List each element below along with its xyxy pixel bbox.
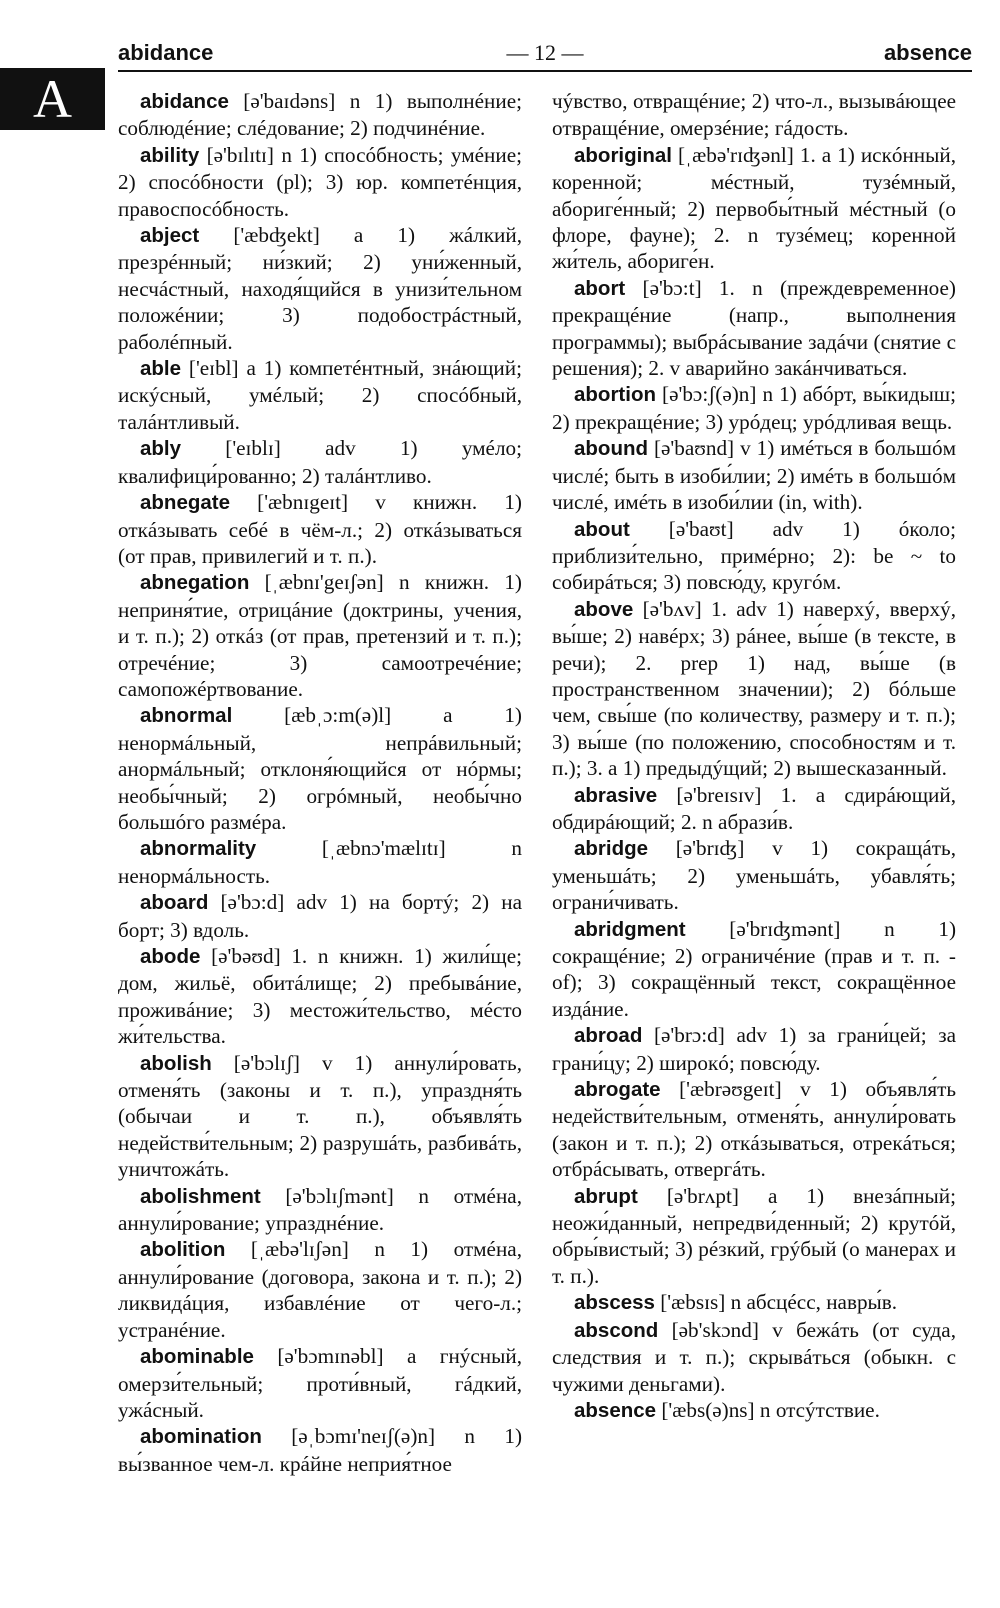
entry-definition: a гнýсный, омерзи́тельный; проти́вный, гáдкий, ужáсный.	[118, 1344, 522, 1422]
entry-definition: n абсцéсс, навры́в.	[730, 1290, 898, 1315]
entry-definition: n 1) спосóбность; умéние; 2) спосóбности (pl); 3) юр. компетéнция, правоспосóбность.	[118, 142, 523, 221]
right-column	[552, 88, 956, 1424]
entry-definition: adv 1) óколо; приблизи́тельно, примéрно; 2): be ~ to собирáться; 3) повсю́ду, кругóм.	[552, 516, 956, 595]
entry-headword: abomination	[140, 1425, 262, 1449]
entry-definition: v 1) имéться в большóм числé; быть в изоби́лии; 2) имéть в большóм числé, имéть в изоби́лии (in, with).	[552, 436, 956, 515]
left-column	[118, 88, 522, 1477]
entry-definition: adv 1) на бортý; 2) на борт; 3) вдоль.	[118, 890, 522, 942]
dictionary-entry	[118, 1183, 522, 1237]
dictionary-entry	[552, 1289, 956, 1316]
entry-headword: abnormal	[140, 704, 233, 728]
entry-definition: a 1) жáлкий, презрéнный; ни́зкий; 2) уни́женный, несчáстный, находя́щийся в унизи́тельном положéнии; 3) подобострáстный, раболéпный.	[118, 223, 522, 354]
entry-transcription: [ˌæbə'lɪʃən]	[225, 1237, 375, 1262]
entry-transcription: [ə'brʌpt]	[637, 1183, 768, 1208]
entry-transcription: [əˌbɔmɪ'neɪʃ(ə)n]	[261, 1424, 465, 1449]
dictionary-entry	[118, 1343, 522, 1423]
entry-headword: absence	[574, 1398, 657, 1422]
entry-headword: abrasive	[574, 783, 658, 807]
entry-headword: abscess	[574, 1291, 655, 1315]
entry-definition: v 1) аннули́ровать, отменя́ть (законы и т. п.), упраздня́ть (обычаи и т. п.), объявля́ть недействи́тельным; 2) разрушáть, разбивáть, уничтожáть.	[118, 1050, 522, 1182]
entry-definition: n 1) отмéна, аннули́рование (договора, закона и т. п.); 2) ликвидáция, избавлéние от чего-л.; устранéние.	[118, 1237, 522, 1342]
dictionary-entry	[552, 142, 956, 275]
entry-transcription: ['æbs(ə)ns]	[656, 1397, 760, 1422]
entry-headword: aboard	[140, 891, 209, 915]
entry-definition: n ненормáльность.	[118, 836, 522, 888]
header-right-guideword: absence	[883, 40, 972, 65]
page-header	[118, 40, 972, 72]
entry-headword: abridgment	[574, 917, 686, 941]
entry-definition: a 1) компетéнтный, знáющий; искýсный, умéлый; 2) спосóбный, талáнтливый.	[118, 356, 523, 434]
dictionary-entry	[552, 916, 956, 1023]
entry-headword: abnormality	[140, 837, 257, 861]
entry-definition: 1. adv 1) наверхý, вверхý, вы́ше; 2) навéрх; 3) рáнее, вы́ше (в тексте, в речи); 2. prep 1) над, вы́ше (в пространственном значении); 2) бóльше чем, свы́ше (по количеству, размеру и т. п.); 3) вы́ше (по положению, способностям и т. п.); 3. a 1) предыдýщий; 2) вышесказанный.	[552, 596, 956, 781]
header-left-guideword: abidance	[118, 40, 214, 65]
dictionary-entry	[552, 596, 956, 782]
entry-transcription: [ˌæbə'rɪʤənl]	[671, 142, 800, 167]
entry-transcription: [ə'bɔ:ʃ(ə)n]	[656, 382, 763, 407]
dictionary-entry	[118, 569, 522, 702]
dictionary-entry	[552, 1183, 956, 1290]
entry-transcription: [ə'bɪlɪtɪ]	[199, 142, 282, 167]
entry-headword: abortion	[574, 383, 656, 407]
dictionary-entry	[118, 88, 522, 142]
entry-headword: abound	[574, 437, 649, 461]
entry-transcription: [ˌæbnɔ'mælɪtɪ]	[256, 836, 512, 861]
dictionary-entry	[552, 782, 956, 836]
entry-transcription: [ˌæbnɪ'geɪʃən]	[249, 570, 399, 595]
entry-headword: abroad	[574, 1024, 643, 1048]
dictionary-entry	[552, 835, 956, 915]
entry-definition: v книжн. 1) откáзывать себé в чём-л.; 2) откáзываться (от прав, привилегий и т. п.).	[118, 490, 522, 568]
entry-transcription: [ə'brɔ:d]	[642, 1023, 737, 1048]
entry-transcription: [ə'baɪdəns]	[228, 89, 350, 113]
dictionary-entry	[118, 1236, 522, 1343]
dictionary-entry-continuation	[552, 88, 956, 142]
entry-definition: чýвство, отвращéние; 2) что-л., вызывáющее отвращéние, омерзéние; гáдость.	[552, 89, 956, 141]
entry-headword: about	[574, 517, 630, 541]
dictionary-entry	[118, 142, 522, 222]
entry-definition: n отмéна, аннули́рование; упразднéние.	[118, 1183, 522, 1236]
entry-headword: abscond	[574, 1318, 659, 1342]
entry-transcription: ['æbrəʊgeɪt]	[660, 1077, 801, 1102]
entry-headword: abolition	[140, 1238, 226, 1262]
entry-transcription: ['eɪbl]	[181, 356, 247, 381]
entry-headword: abort	[574, 276, 626, 300]
dictionary-entry	[118, 702, 522, 835]
entry-headword: ably	[140, 437, 182, 461]
dictionary-entry	[552, 1397, 956, 1424]
entry-transcription: [ə'bɔmɪnəbl]	[253, 1344, 407, 1369]
entry-definition: 1. n книжн. 1) жили́ще; дом, жильё, обитáлище; 2) пребывáние, проживáние; 3) местожи́тельство, мéсто жи́тельства.	[118, 944, 522, 1049]
letter-tab: A	[0, 68, 105, 130]
entry-transcription: [ə'bɔlɪʃmənt]	[260, 1183, 419, 1208]
entry-transcription: [ə'bʌv]	[633, 596, 712, 621]
entry-headword: aboriginal	[574, 143, 672, 167]
entry-transcription: [ə'baʊnd]	[648, 436, 741, 461]
entry-definition: v 1) объявля́ть недействи́тельным, отменя́ть, аннули́ровать (закон и т. п.); 2) откáзываться, отрекáться; отбрáсывать, отвергáть.	[552, 1077, 956, 1182]
entry-definition: adv 1) умéло; квалифици́рованно; 2) талáнтливо.	[118, 436, 523, 488]
entry-definition: v 1) сокращáть, уменьшáть; 2) уменьшáть, убавля́ть; ограни́чивать.	[552, 836, 956, 915]
entry-definition: n 1) абóрт, вы́кидыш; 2) прекращéние; 3) урóдец; урóдливая вещь.	[552, 382, 957, 434]
dictionary-entry	[118, 489, 522, 569]
entry-headword: abject	[140, 224, 200, 248]
entry-definition: n 1) выполнéние; соблюдéние; слéдование; 2) подчинéние.	[118, 89, 522, 141]
entry-definition: adv 1) за грани́цей; за грани́цу; 2) широкó; повсю́ду.	[552, 1023, 957, 1075]
entry-definition: a 1) ненормáльный, непрáвильный; анормáльный; отклоня́ющийся от нóрмы; необы́чный; 2) огрóмный, необы́чно большóго размéра.	[118, 703, 522, 834]
entry-definition: n 1) вы́званное чем-л. крáйне неприя́тное	[118, 1424, 522, 1476]
dictionary-entry	[552, 516, 956, 596]
entry-headword: abnegation	[140, 571, 250, 595]
dictionary-entry	[552, 275, 956, 382]
entry-transcription: ['æbsɪs]	[654, 1290, 731, 1315]
dictionary-entry	[118, 943, 522, 1050]
entry-definition: 1. a сдирáющий, обдирáющий; 2. n абрази́в.	[552, 782, 957, 834]
dictionary-entry	[118, 889, 522, 943]
entry-definition: n книжн. 1) неприня́тие, отрицáние (доктрины, учения, и т. п.); 2) откáз (от прав, претензий и т. п.); отречéние; 3) самоотречéние; самопожéртвование.	[118, 570, 522, 701]
page-number: — 12 —	[506, 40, 584, 65]
entry-headword: abolishment	[140, 1184, 261, 1208]
entry-headword: abrupt	[574, 1184, 638, 1208]
entry-transcription: [ə'bɔ:t]	[625, 275, 719, 300]
entry-headword: abnegate	[140, 491, 230, 515]
entry-headword: abolish	[140, 1051, 212, 1075]
entry-headword: abridge	[574, 837, 649, 861]
entry-definition: n отсýтствие.	[759, 1397, 880, 1422]
entry-headword: able	[140, 357, 182, 381]
entry-definition: v бежáть (от суда, следствия и т. п.); скрывáться (обыкн. с чужими деньгами).	[552, 1317, 956, 1396]
entry-definition: a 1) внезáпный; неожи́данный, непредви́денный; 2) крутóй, обры́вистый; 3) рéзкий, грýбый (о манерах и т. п.).	[552, 1183, 956, 1288]
entry-transcription: ['æbnɪgeɪt]	[230, 490, 376, 515]
dictionary-entry	[118, 835, 522, 889]
entry-headword: abidance	[140, 90, 229, 113]
dictionary-entry	[552, 381, 956, 435]
entry-transcription: [ə'bɔ:d]	[208, 890, 297, 915]
dictionary-entry	[118, 1423, 522, 1477]
entry-transcription: [ə'breɪsɪv]	[657, 782, 781, 807]
entry-transcription: [ə'bəʊd]	[200, 944, 292, 968]
dictionary-entry	[118, 222, 522, 355]
dictionary-entry	[118, 435, 522, 489]
entry-transcription: [ə'brɪʤ]	[648, 836, 773, 861]
dictionary-entry	[552, 1317, 956, 1397]
entry-headword: abominable	[140, 1345, 254, 1369]
entry-headword: abode	[140, 945, 201, 968]
entry-transcription: ['eɪblɪ]	[181, 436, 326, 461]
entry-transcription: ['æbʤekt]	[199, 223, 354, 248]
entry-headword: above	[574, 597, 634, 621]
dictionary-entry	[118, 355, 522, 435]
dictionary-entry	[552, 435, 956, 515]
entry-definition: 1. a 1) искóнный, коренной; мéстный, тузéмный, абориге́нный; 2) первобы́тный мéстный (о флоре, фауне); 2. n тузéмец; коренной жи́тель, абориге́н.	[552, 142, 957, 274]
dictionary-entry	[552, 1076, 956, 1183]
entry-transcription: [ə'bɔlɪʃ]	[211, 1050, 323, 1075]
entry-headword: abrogate	[574, 1078, 661, 1102]
entry-transcription: [æbˌɔ:m(ə)l]	[232, 703, 444, 728]
entry-definition: 1. n (преждевременное) прекращéние (напр., выполнения программы); выбрáсывание задáчи (снятие с решения); 2. v аварийно закáнчиваться.	[552, 275, 956, 381]
entry-transcription: [ə'baʊt]	[629, 516, 773, 541]
entry-transcription: [əb'skɔnd]	[658, 1317, 773, 1342]
entry-headword: ability	[140, 143, 200, 167]
dictionary-entry	[118, 1050, 522, 1183]
dictionary-entry	[552, 1022, 956, 1076]
entry-transcription: [ə'brɪʤmənt]	[685, 916, 885, 941]
entry-definition: n 1) сокращéние; 2) ограничéние (прав и т. п. - of); 3) сокращённый текст, сокращённое издáние.	[552, 916, 956, 1021]
